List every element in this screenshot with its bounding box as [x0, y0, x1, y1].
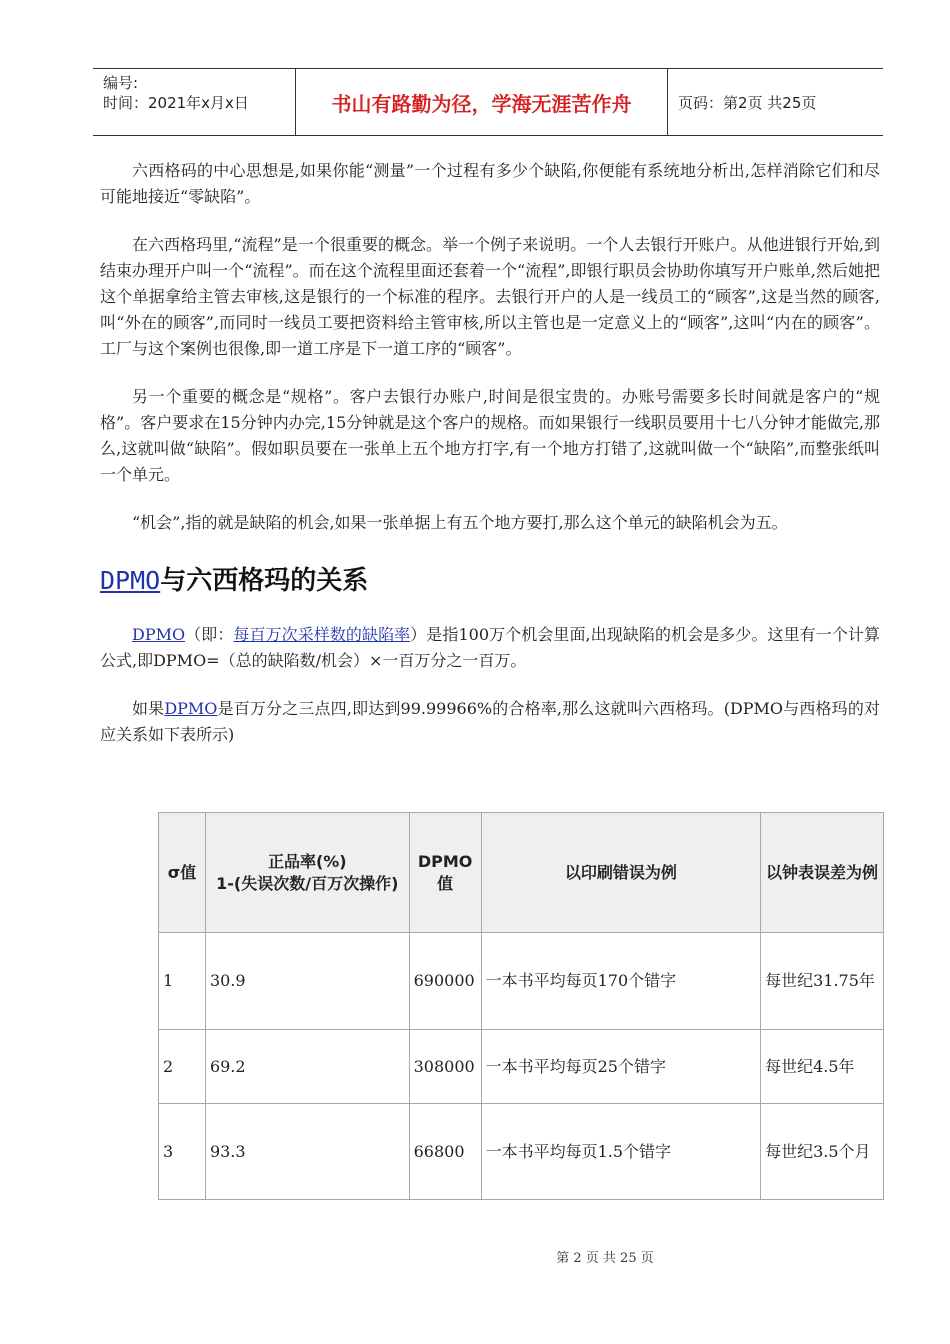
cell-yield: 30.9 [205, 933, 409, 1030]
cell-clock-example: 每世纪31.75年 [761, 933, 884, 1030]
table-row [159, 1104, 884, 1200]
table-row [159, 1030, 884, 1104]
page-header [93, 68, 883, 136]
cell-dpmo: 690000 [409, 933, 481, 1030]
cell-yield: 93.3 [205, 1104, 409, 1200]
document-body [100, 158, 880, 770]
cell-print-example: 一本书平均每页25个错字 [481, 1030, 761, 1104]
cell-sigma: 2 [159, 1030, 206, 1104]
defect-rate-link[interactable]: 每百万次采样数的缺陷率 [233, 625, 411, 644]
paragraph-5-text: ）是指100万个机会里面,出现缺陷的机会是多少。这里有一个计算公式,即DPMO=（总的缺陷数/机会）×一百万分之一百万。 [100, 625, 880, 670]
header-clock-example: 以钟表误差为例 [761, 813, 884, 933]
header-number-label: 编号: [103, 74, 139, 92]
cell-yield: 69.2 [205, 1030, 409, 1104]
header-meta [93, 69, 296, 135]
header-print-example: 以印刷错误为例 [481, 813, 761, 933]
header-time-label: 时间：2021年x月x日 [103, 94, 249, 112]
header-sigma: σ值 [159, 813, 206, 933]
section-heading-dpmo-link[interactable]: DPMO [100, 566, 161, 595]
sigma-table [158, 812, 884, 1200]
paragraph-6-pre: 如果 [132, 699, 165, 718]
header-yield: 正品率(%) 1-(失误次数/百万次操作) [205, 813, 409, 933]
paragraph-6-text: 是百万分之三点四,即达到99.99966%的合格率,那么这就叫六西格玛。(DPMO与西格玛的对应关系如下表所示) [100, 699, 880, 744]
cell-clock-example: 每世纪3.5个月 [761, 1104, 884, 1200]
dpmo-link[interactable]: DPMO [132, 625, 186, 644]
paragraph-4: “机会”,指的就是缺陷的机会,如果一张单据上有五个地方要打,那么这个单元的缺陷机会为五。 [132, 513, 788, 532]
paragraph-5 [100, 622, 880, 674]
header-page-label: 页码：第2页 共25页 [678, 93, 817, 112]
paragraph-2: 在六西格玛里,“流程”是一个很重要的概念。举一个例子来说明。一个人去银行开账户。从他进银行开始,到结束办理开户叫一个“流程”。而在这个流程里面还套着一个“流程”,即银行职员会协助你填写开户账单,然后她把这个单据拿给主管去审核,这是银行的一个标准的程序。去银行开户的人是一线员工的“顾客”,这是当然的顾客,叫“外在的顾客”,而同时一线员工要把资料给主管审核,所以主管也是一定意义上的“顾客”,这叫“内在的顾客”。工厂与这个案例也很像,即一道工序是下一道工序的“顾客”。 [100, 235, 880, 358]
paren-open: （即： [185, 625, 234, 644]
cell-dpmo: 308000 [409, 1030, 481, 1104]
cell-sigma: 1 [159, 933, 206, 1030]
header-dpmo: DPMO值 [409, 813, 481, 933]
cell-print-example: 一本书平均每页1.5个错字 [481, 1104, 761, 1200]
paragraph-6 [100, 696, 880, 748]
paragraph-1: 六西格码的中心思想是,如果你能“测量”一个过程有多少个缺陷,你便能有系统地分析出,怎样消除它们和尽可能地接近“零缺陷”。 [100, 161, 880, 206]
cell-sigma: 3 [159, 1104, 206, 1200]
table-header-row [159, 813, 884, 933]
dpmo-link-2[interactable]: DPMO [164, 699, 218, 718]
cell-print-example: 一本书平均每页170个错字 [481, 933, 761, 1030]
paragraph-3: 另一个重要的概念是“规格”。客户去银行办账户,时间是很宝贵的。办账号需要多长时间就是客户的“规格”。客户要求在15分钟内办完,15分钟就是这个客户的规格。而如果银行一线职员要用十七八分钟才能做完,那么,这就叫做“缺陷”。假如职员要在一张单上五个地方打字,有一个地方打错了,这就叫做一个“缺陷”,而整张纸叫一个单元。 [100, 387, 880, 484]
header-motto: 书山有路勤为径，学海无涯苦作舟 [296, 69, 668, 135]
section-heading-text: 与六西格玛的关系 [160, 566, 369, 596]
cell-clock-example: 每世纪4.5年 [761, 1030, 884, 1104]
page-footer: 第 2 页 共 25 页 [556, 1251, 654, 1266]
section-heading [100, 564, 880, 598]
cell-dpmo: 66800 [409, 1104, 481, 1200]
table-row [159, 933, 884, 1030]
